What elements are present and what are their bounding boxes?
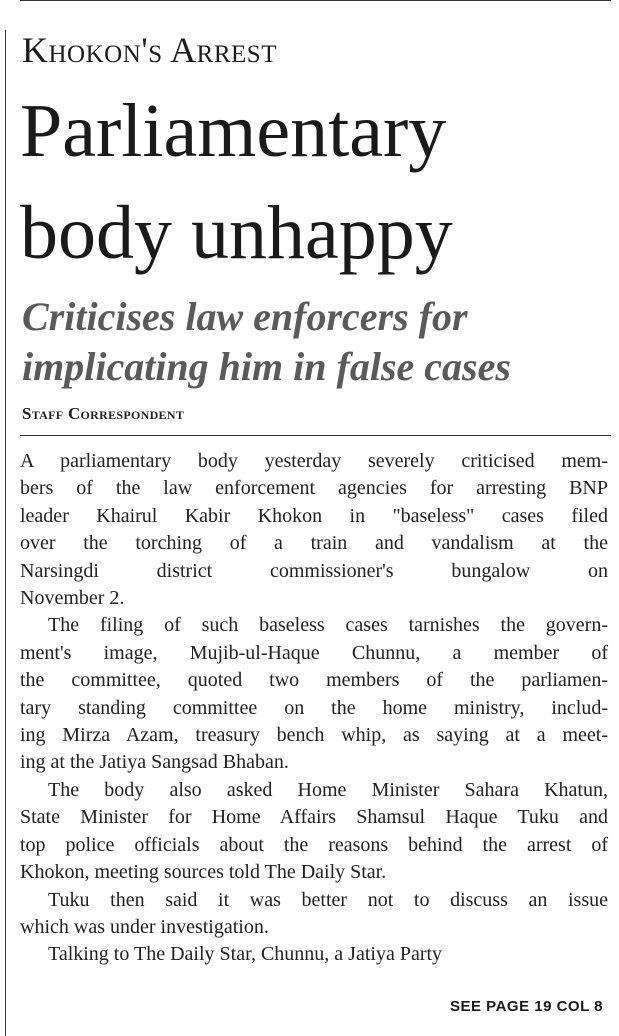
article-line: A parliamentary body yesterday severely criticised mem- — [20, 450, 608, 472]
headline-line: body unhappy — [20, 191, 453, 275]
article-line: ment's image, Mujib-ul-Haque Chunnu, a member of — [20, 641, 608, 664]
article-line: bers of the law enforcement agencies for arresting BNP — [20, 477, 608, 500]
subheadline — [22, 292, 619, 392]
headline-line: Parliamentary — [20, 89, 447, 173]
subheadline-line: implicating him in false cases — [22, 344, 511, 389]
article-line: Khokon, meeting sources told The Daily Star. — [20, 861, 387, 884]
news-article — [20, 0, 611, 1036]
article-line: Narsingdi district commissioner's bungalow on — [20, 559, 608, 582]
byline-rule — [20, 435, 611, 436]
article-paragraph — [20, 448, 608, 612]
article-paragraph — [20, 777, 608, 887]
subheadline-line: Criticises law enforcers for — [22, 294, 468, 339]
article-line: November 2. — [20, 587, 125, 610]
article-line: State Minister for Home Affairs Shamsul Haque Tuku and — [20, 806, 608, 829]
article-line: leader Khairul Kabir Khokon in "baseless" cases filed — [20, 504, 608, 527]
article-line: ing at the Jatiya Sangsad Bhaban. — [20, 751, 289, 774]
article-line: which was under investigation. — [20, 915, 269, 938]
headline — [20, 80, 619, 284]
article-line: ing Mirza Azam, treasury bench whip, as saying at a meet- — [20, 724, 608, 747]
column-rule — [5, 30, 6, 1036]
article-body — [20, 448, 608, 969]
kicker: Khokon's Arrest — [22, 30, 277, 70]
article-line: Talking to The Daily Star, Chunnu, a Jatiya Party — [48, 943, 443, 966]
continuation-note: SEE PAGE 19 COL 8 — [450, 998, 603, 1015]
article-line: The body also asked Home Minister Sahara Khatun, — [48, 778, 608, 801]
article-line: the committee, quoted two members of the parliamen- — [20, 669, 608, 692]
article-line: over the torching of a train and vandalism at the — [20, 532, 608, 555]
article-line: tary standing committee on the home ministry, includ- — [20, 696, 608, 719]
article-line: Tuku then said it was better not to discuss an issue — [48, 888, 608, 911]
article-paragraph — [20, 941, 608, 968]
article-paragraph — [20, 612, 608, 776]
article-paragraph — [20, 887, 608, 942]
byline: Staff Correspondent — [22, 404, 185, 423]
article-line: The filing of such baseless cases tarnishes the govern- — [48, 614, 608, 637]
article-line: top police officials about the reasons behind the arrest of — [20, 833, 608, 856]
